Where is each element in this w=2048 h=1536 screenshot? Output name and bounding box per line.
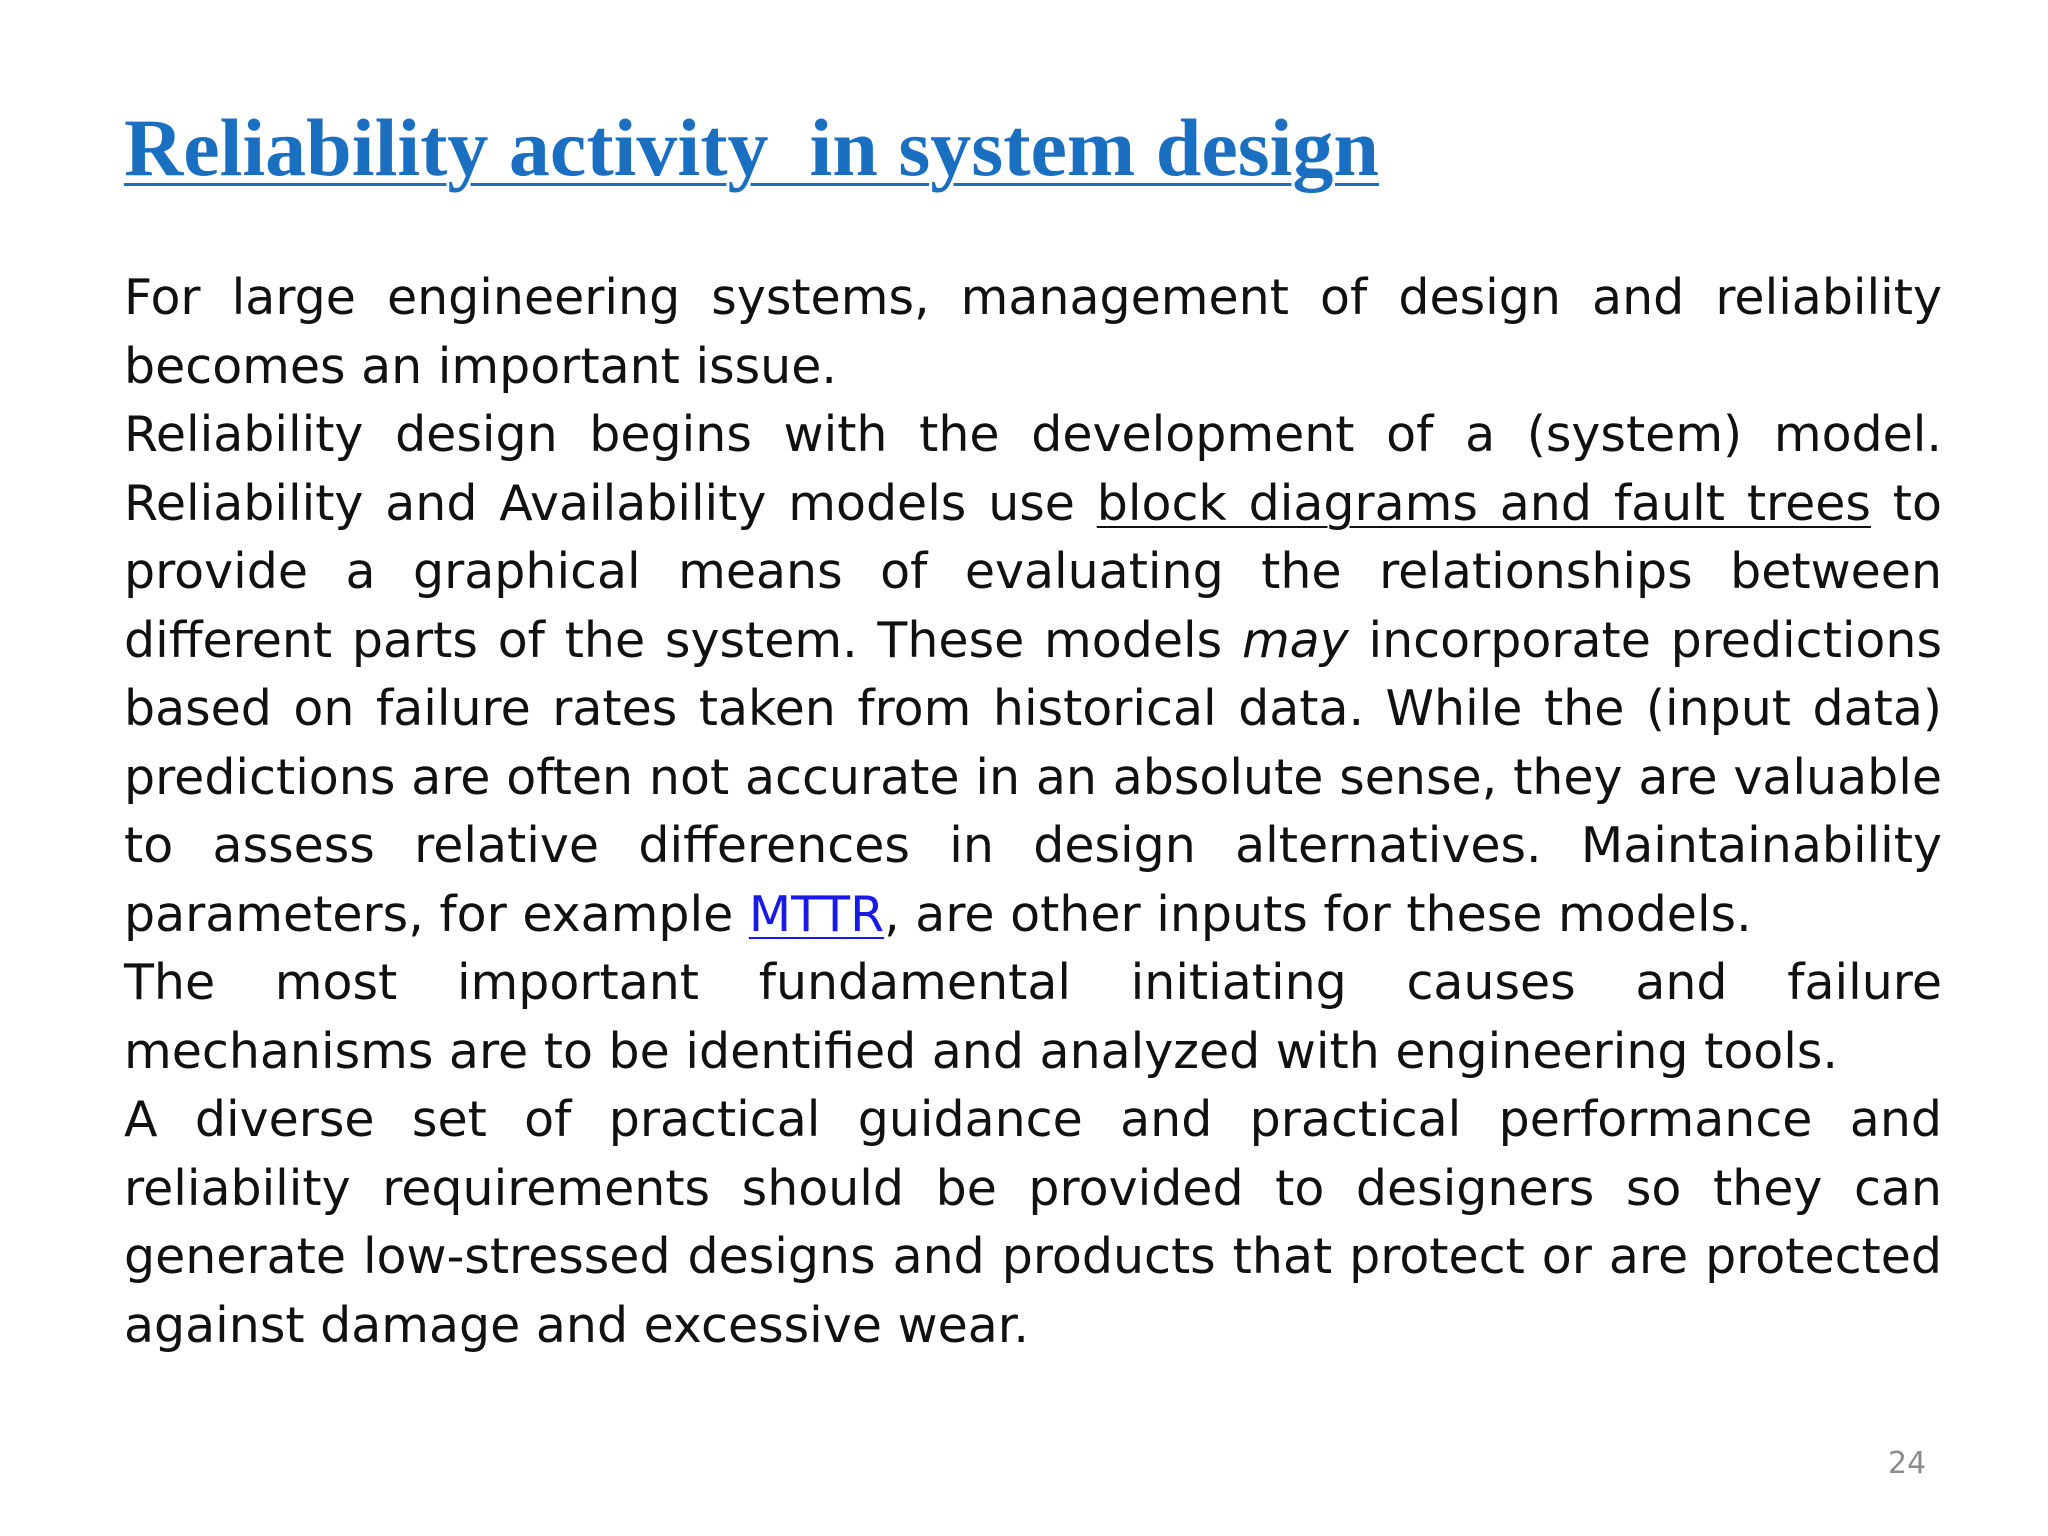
block-diagrams-link[interactable]: block diagrams and fault trees xyxy=(1096,474,1871,532)
slide-body xyxy=(124,264,1942,1360)
mttr-link[interactable]: MTTR xyxy=(748,885,885,943)
paragraph-4: A diverse set of practical guidance and practical performance and reliability requirements should be provided to designers so they can generate low-stressed designs and products that protect or are protected against damage and excessive wear. xyxy=(124,1091,1942,1354)
paragraph-3: The most important fundamental initiating causes and failure mechanisms are to be identified and analyzed with engineering tools. xyxy=(124,954,1942,1080)
paragraph-2-text-a: Reliability design begins with the development of a (system) model. Reliability and Availability models use xyxy=(124,406,1942,532)
paragraph-2-text-c: incorporate predictions based on failure rates taken from historical data. While the (input data) predictions are often not accurate in an absolute sense, they are valuable to assess relative differences in design alternatives. Maintainability parameters, for example xyxy=(124,611,1942,943)
emphasis-may: may xyxy=(1241,611,1349,669)
slide-title: Reliability activity in system design xyxy=(124,102,1380,193)
paragraph-2 xyxy=(124,401,1942,949)
page-number: 24 xyxy=(1888,1446,1927,1481)
paragraph-2-text-b: to provide a graphical means of evaluating the relationships between different parts of the system. These models xyxy=(124,474,1942,669)
paragraph-1: For large engineering systems, management of design and reliability becomes an important issue. xyxy=(124,269,1942,395)
paragraph-2-text-d: , are other inputs for these models. xyxy=(884,885,1752,943)
